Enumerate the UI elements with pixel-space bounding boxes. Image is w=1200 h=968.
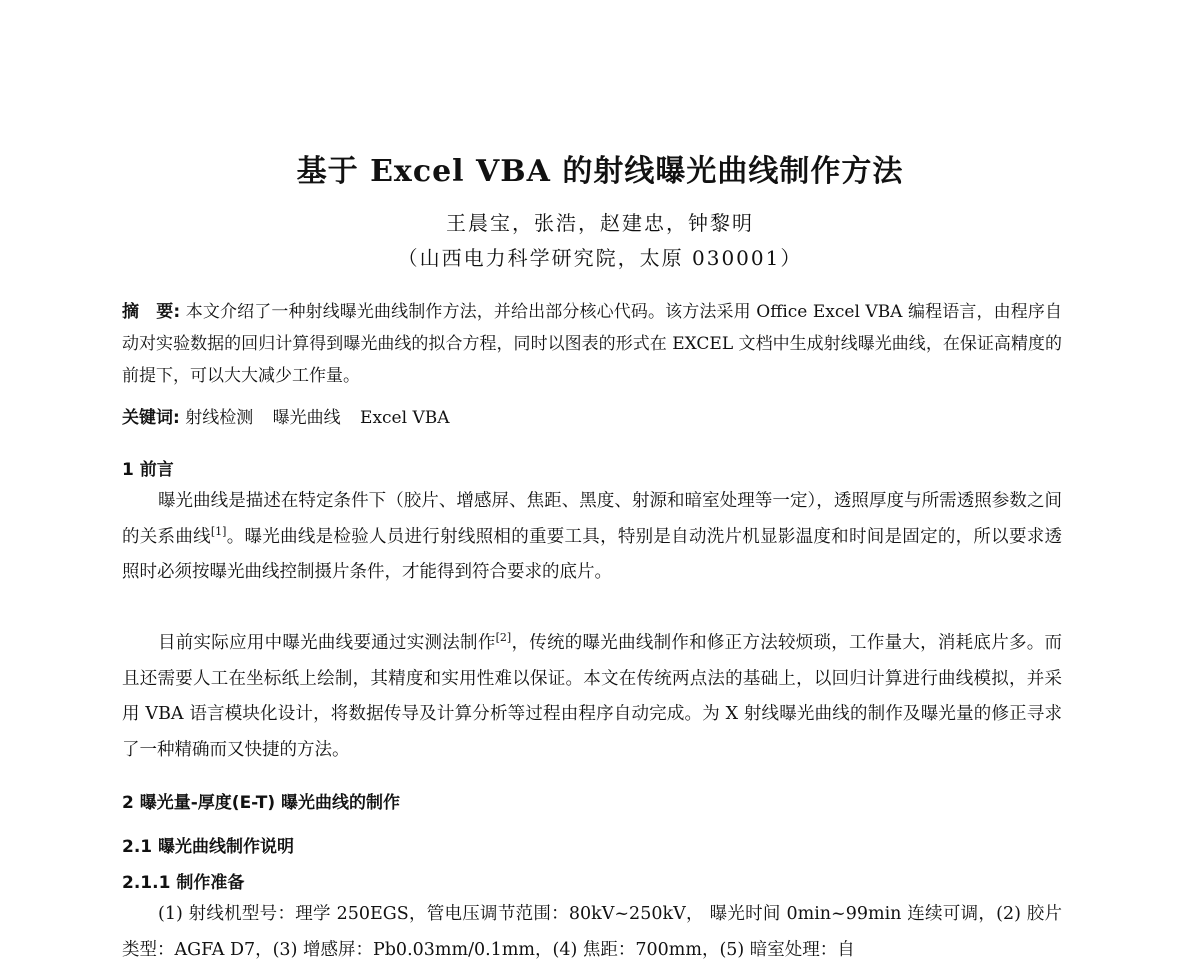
paper-title: 基于 Excel VBA 的射线曝光曲线制作方法 xyxy=(296,154,904,189)
section-1-heading: 1 前言 xyxy=(122,460,174,480)
paragraph-text: ，传统的曝光曲线制作和修正方法较烦琐，工作量大，消耗底片多。而且还需要人工在坐标纸上绘制，其精度和实用性难以保证。本文在传统两点法的基础上，以回归计算进行曲线模拟，并采用 VBA 语言模块化设计，将数据传导及计算分析等过程由程序自动完成。为 X 射线曝光曲线的制作及曝光量的修正寻求了一种精确而又快捷的方法。 xyxy=(122,633,1062,760)
section-1-paragraph-2 xyxy=(122,626,1062,768)
paper-authors: 王晨宝，张浩，赵建忠，钟黎明 xyxy=(446,211,754,235)
keyword-item: Excel VBA xyxy=(360,408,450,428)
citation-ref: [1] xyxy=(210,524,227,538)
section-1-paragraph-1 xyxy=(122,484,1062,591)
keywords-label: 关键词: xyxy=(122,408,180,428)
section-2-1-1-heading: 2.1.1 制作准备 xyxy=(122,873,245,893)
paper-affiliation: （山西电力科学研究院，太原 030001） xyxy=(397,246,803,270)
keywords xyxy=(122,403,1062,433)
section-2-1-heading: 2.1 曝光曲线制作说明 xyxy=(122,837,295,857)
paragraph-text: 。曝光曲线是检验人员进行射线照相的重要工具，特别是自动洗片机显影温度和时间是固定的，所以要求透照时必须按曝光曲线控制摄片条件，才能得到符合要求的底片。 xyxy=(122,526,1063,582)
paragraph-text: 曝光曲线是描述在特定条件下（胶片、增感屏、焦距、黑度、射源和暗室处理等一定），透照厚度与所需透照参数之间的关系曲线 xyxy=(122,491,1062,547)
paragraph-text: 目前实际应用中曝光曲线要通过实测法制作 xyxy=(158,633,496,653)
section-2-paragraph: (1) 射线机型号：理学 250EGS，管电压调节范围：80kV~250kV， 曝光时间 0min~99min 连续可调，(2) 胶片类型：AGFA D7，(3) 增感屏：Pb0.03mm/0.1mm，(4) 焦距：700mm，(5) 暗室处理：自 xyxy=(122,904,1062,960)
abstract-text: 本文介绍了一种射线曝光曲线制作方法，并给出部分核心代码。该方法采用 Office Excel VBA 编程语言，由程序自动对实验数据的回归计算得到曝光曲线的拟合方程，同时以图表的形式在 EXCEL 文档中生成射线曝光曲线，在保证高精度的前提下，可以大大减少工作量。 xyxy=(122,302,1062,386)
abstract xyxy=(122,296,1062,392)
keyword-item: 曝光曲线 xyxy=(272,408,341,428)
abstract-label: 摘 要: xyxy=(122,302,181,322)
citation-ref: [2] xyxy=(495,631,512,645)
section-2-heading: 2 曝光量-厚度(E-T) 曝光曲线的制作 xyxy=(122,793,401,813)
keyword-item: 射线检测 xyxy=(185,408,254,428)
